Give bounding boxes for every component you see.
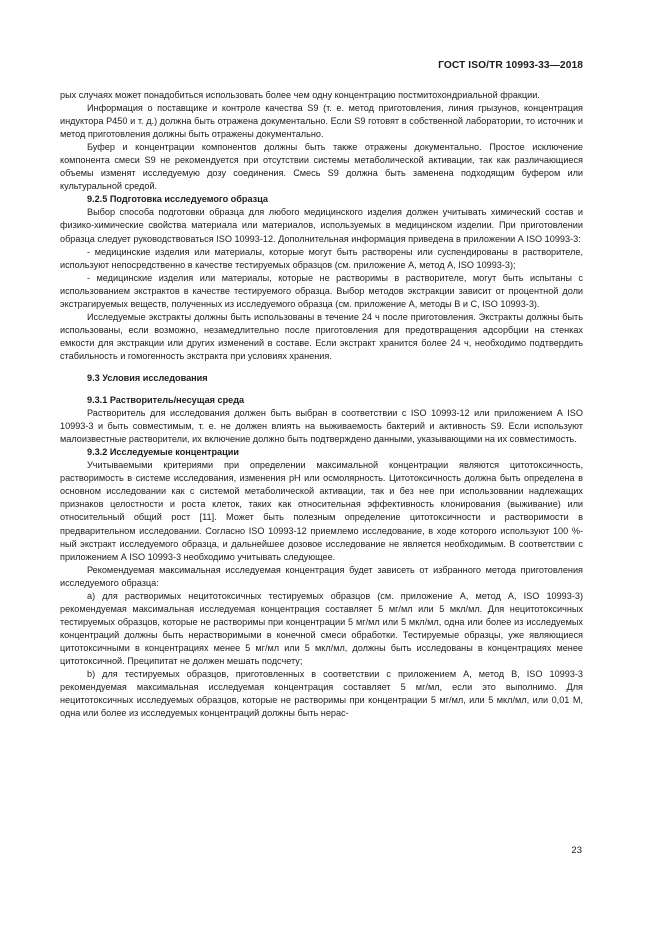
paragraph: Выбор способа подготовки образца для любого медицинского изделия должен учитывать химический состав и физико-химические свойства материала или материалов, используемых в медицинском изделии. При приготовлении образца следует руководствоваться ISO 10993-12. Дополнительная информация приведена в приложении А ISO 10993-3:: [60, 207, 583, 244]
list-item: - медицинские изделия или материалы, которые могут быть растворены или суспендированы в растворителе, используют непосредственно в качестве тестируемых образцов (см. приложение А, метод А, ISO 10993-3);: [60, 246, 583, 270]
paragraph: Исследуемые экстракты должны быть использованы в течение 24 ч после приготовления. Экстракты должны быть использованы, если возможно, незамедлительно после приготовления для предотвращения адсорбции на стенках емкости для экстракции или других изменений в составе. Если экстракт хранится более 24 ч, необходимо подтвердить стабильность и гомогенность экстракта при условиях хранения.: [60, 311, 583, 361]
section-heading: 9.2.5 Подготовка исследуемого образца: [87, 194, 268, 205]
section-heading: 9.3.2 Исследуемые концентрации: [87, 447, 239, 458]
paragraph: Рекомендуемая максимальная исследуемая концентрация будет зависеть от избранного метода приготовления исследуемого образца:: [60, 564, 583, 588]
list-item: b) для тестируемых образцов, приготовленных в соответствии с приложением А, метод В, ISO 10993-3 рекомендуемая максимальная исследуемая концентрация составляет 5 мг/мл, если это выполнимо. Для нецитотоксичных исследуемых образцов, которые не растворимы при концентрации 5 мг/мл, или 5 мкл/мл, или 0,01 М, одна или более из исследуемых концентраций должны быть нерас-: [60, 669, 583, 719]
document-header: ГОСТ ISO/TR 10993-33—2018: [438, 60, 583, 71]
list-item: а) для растворимых нецитотоксичных тестируемых образцов (см. приложение А, метод А, ISO 10993-3) рекомендуемая максимальная исследуемая концентрация составляет 5 мг/мл или 5 мкл/мл. Для нецитотоксичных тестируемых образцов, которые не растворимы при концентрации 5 мг/мл или 5 мкл/мл, одна или более из исследуемых концентраций должны быть нерастворимыми в конечной смеси обработки. Тестируемые образцы, уже являющиеся цитотоксичными в концентрациях менее 5 мг/мл или 5 мкл/мл, должны быть исследованы в концентрациях менее цитотоксичной. Преципитат не должен мешать подсчету;: [60, 590, 583, 666]
paragraph: Информация о поставщике и контроле качества S9 (т. е. метод приготовления, линия грызунов, концентрация индуктора Р450 и т. д.) должна быть отражена документально. Если S9 готовят в собственной лаборатории, то источник и метод приготовления должны быть отражены документально.: [60, 103, 583, 140]
document-body: [60, 89, 583, 720]
paragraph: Буфер и концентрации компонентов должны быть также отражены документально. Простое исключение компонента смеси S9 не рекомендуется при отсутствии системы метаболической активации, так как различающиеся объемы изменят исследуемую дозу соединения. Смесь S9 должна быть заменена подходящим буфером или культуральной средой.: [60, 142, 583, 192]
page-number: 23: [571, 845, 582, 856]
section-heading: 9.3.1 Растворитель/несущая среда: [87, 395, 245, 406]
paragraph: Учитываемыми критериями при определении максимальной концентрации являются цитотоксичность, растворимость в системе исследования, изменения pH или осмолярность. Цитотоксичность должна быть определена в основном исследовании как с системой метаболической активации, так и без нее при использовании надлежащих признаков целостности и роста клеток, таких как относительная эффективность клонирования (выживание) или относительный общий рост [11]. Может быть полезным определение цитотоксичности и растворимости в предварительном исследовании. Согласно ISO 10993-12 приемлемо исследование, в ходе которого используют 100 %-ный экстракт исследуемого образца, и дальнейшее дозовое исследование не является необходимым. В соответствии с приложением А ISO 10993-3 необходимо учитывать следующее.: [60, 460, 583, 562]
list-item: - медицинские изделия или материалы, которые не растворимы в растворителе, могут быть испытаны с использованием экстрактов в качестве тестируемого образца. Выбор методов экстракции зависит от процентной доли экстрагируемых веществ, полученных из исследуемого образца (см. приложение А, методы В и С, ISO 10993-3).: [60, 272, 583, 309]
paragraph: Растворитель для исследования должен быть выбран в соответствии с ISO 10993-12 или приложением А ISO 10993-3 и быть совместимым, т. е. не должен влиять на выживаемость бактерий и активность S9. Если используют малоизвестные растворители, их включение должно быть подтверждено данными, указывающими на их совместимость.: [60, 408, 583, 445]
section-heading: 9.3 Условия исследования: [87, 372, 208, 383]
paragraph: рых случаях может понадобиться использовать более чем одну концентрацию постмитохондриальной фракции.: [60, 90, 540, 100]
